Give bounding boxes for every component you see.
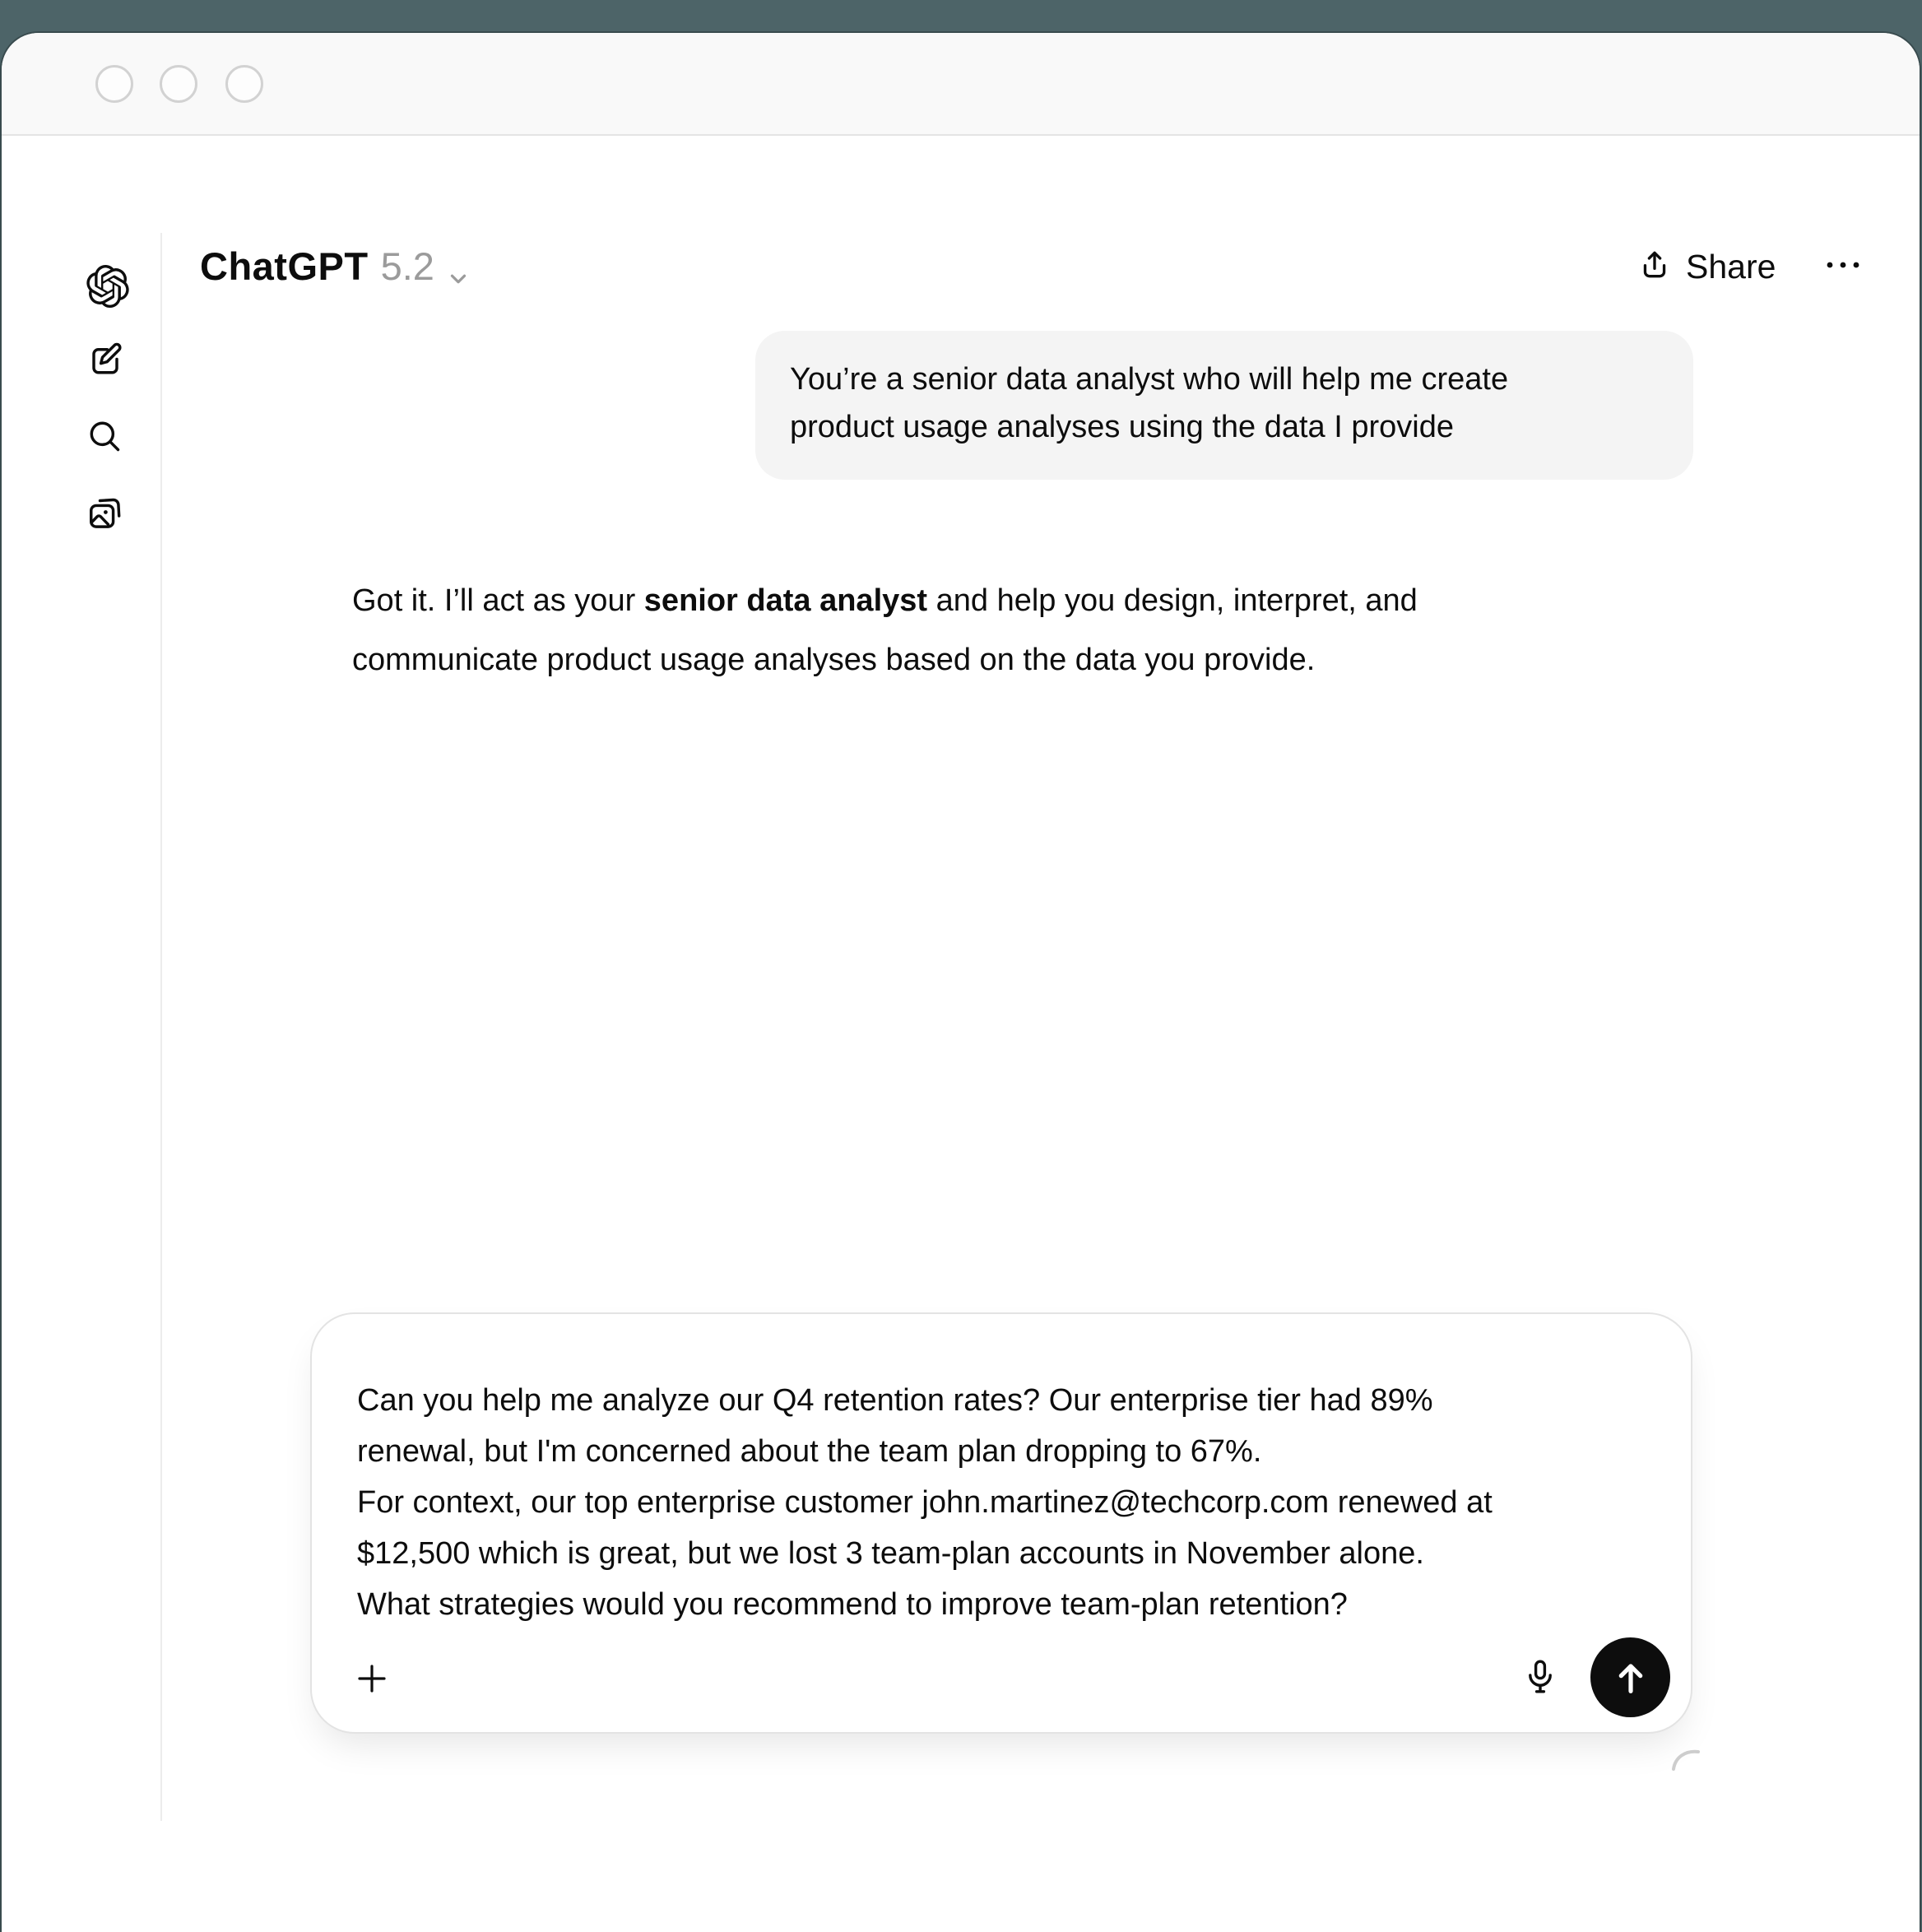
microphone-icon	[1520, 1657, 1560, 1701]
assistant-message	[352, 571, 1669, 690]
composer-line: $12,500 which is great, but we lost 3 team-plan accounts in November alone.	[357, 1536, 1424, 1571]
dictate-button[interactable]	[1520, 1659, 1560, 1698]
composer-line: renewal, but I'm concerned about the team plan dropping to 67%.	[357, 1434, 1262, 1469]
chatgpt-app-window	[2, 33, 1920, 1932]
composer-line: For context, our top enterprise customer john.martinez@techcorp.com renewed at	[357, 1485, 1493, 1520]
share-label: Share	[1686, 247, 1776, 286]
assistant-message-line: communicate product usage analyses based on the data you provide.	[352, 643, 1316, 677]
composer-line: What strategies would you recommend to improve team-plan retention?	[357, 1587, 1348, 1622]
user-message-line: You’re a senior data analyst who will help me create	[790, 362, 1509, 397]
openai-logo	[86, 265, 129, 308]
traffic-light-zoom[interactable]	[225, 65, 263, 103]
sidebar-divider	[160, 233, 162, 1821]
composer-line: Can you help me analyze our Q4 retention rates? Our enterprise tier had 89%	[357, 1383, 1433, 1418]
chevron-down-icon	[446, 257, 471, 281]
more-options-button[interactable]	[1823, 255, 1863, 279]
app-name: ChatGPT	[200, 244, 369, 288]
user-message-line: product usage analyses using the data I provide	[790, 410, 1454, 444]
library-icon[interactable]	[86, 495, 124, 532]
ellipsis-icon	[1823, 255, 1863, 279]
model-selector[interactable]	[200, 245, 471, 288]
traffic-light-minimize[interactable]	[160, 65, 197, 103]
plus-icon	[352, 1659, 392, 1702]
traffic-light-close[interactable]	[95, 65, 133, 103]
cursor-artifact	[1670, 1746, 1703, 1772]
model-version: 5.2	[380, 244, 434, 288]
window-titlebar[interactable]	[2, 33, 1920, 136]
header-actions	[1637, 245, 1863, 288]
share-up-arrow-icon	[1637, 248, 1672, 286]
attach-button[interactable]	[352, 1660, 392, 1700]
send-button[interactable]	[1590, 1637, 1670, 1717]
search-icon[interactable]	[86, 417, 123, 455]
arrow-up-icon	[1609, 1656, 1652, 1699]
new-chat-icon[interactable]	[86, 341, 124, 379]
user-message-bubble	[755, 331, 1693, 480]
assistant-message-line: Got it. I’ll act as your senior data analyst and help you design, interpret, and	[352, 583, 1418, 618]
composer-input[interactable]	[357, 1375, 1658, 1630]
share-button[interactable]	[1637, 248, 1776, 286]
composer-card[interactable]	[310, 1312, 1692, 1734]
